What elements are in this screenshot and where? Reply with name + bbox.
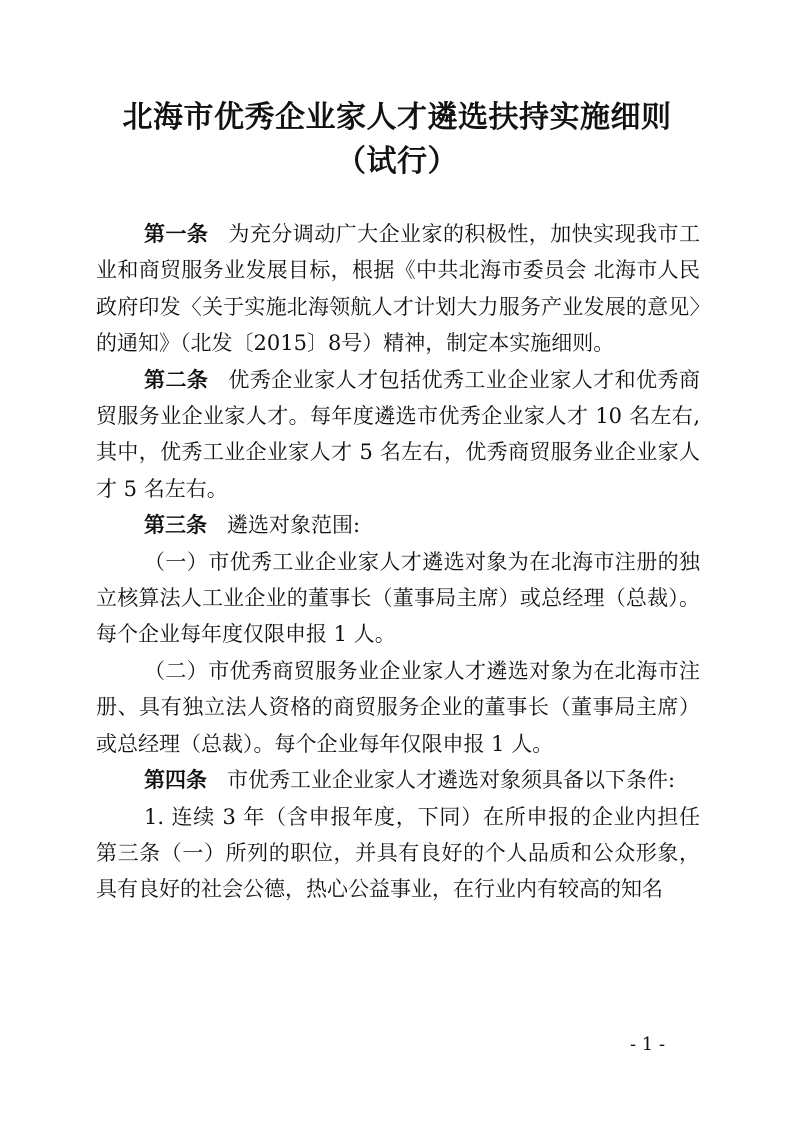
document-body [96,216,700,908]
document-subtitle: （试行） [336,144,458,179]
article-1 [96,216,700,362]
article-3 [96,507,700,543]
article-text: 遴选对象范围: [227,513,361,538]
document-title: 北海市优秀企业家人才遴选扶持实施细则 [122,100,672,135]
article-label: 第四条 [144,768,207,793]
article-2 [96,362,700,508]
article-label: 第一条 [144,222,209,246]
article-4-item-1: 1. 连续 3 年（含申报年度，下同）在所申报的企业内担任第三条（一）所列的职位，并具有良好的个人品质和公众形象，具有良好的社会公德，热心公益事业，在行业内有较高的知名 [96,804,700,902]
article-label: 第三条 [144,513,207,538]
article-text: 为充分调动广大企业家的积极性，加快实现我市工业和商贸服务业发展目标，根据《中共北海市委员会 北海市人民政府印发〈关于实施北海领航人才计划大力服务产业发展的意见〉的通知》（北发〔2015〕8号）精神，制定本实施细则。 [96,222,700,356]
article-4 [96,762,700,798]
article-3-item-2: （二）市优秀商贸服务业企业家人才遴选对象为在北海市注册、具有独立法人资格的商贸服务企业的董事长（董事局主席）或总经理（总裁）。每个企业每年仅限申报 1 人。 [96,658,700,756]
article-text: 优秀企业家人才包括优秀工业企业家人才和优秀商贸服务业企业家人才。每年度遴选市优秀企业家人才 10 名左右, 其中，优秀工业企业家人才 5 名左右，优秀商贸服务业企业家人才 5 名左右。 [96,367,700,501]
article-text: 市优秀工业企业家人才遴选对象须具备以下条件: [227,768,676,793]
article-label: 第二条 [144,367,209,392]
page-number: - 1 - [630,1034,666,1055]
article-3-item-1: （一）市优秀工业企业家人才遴选对象为在北海市注册的独立核算法人工业企业的董事长（董事局主席）或总经理（总裁）。每个企业每年度仅限申报 1 人。 [96,549,700,647]
